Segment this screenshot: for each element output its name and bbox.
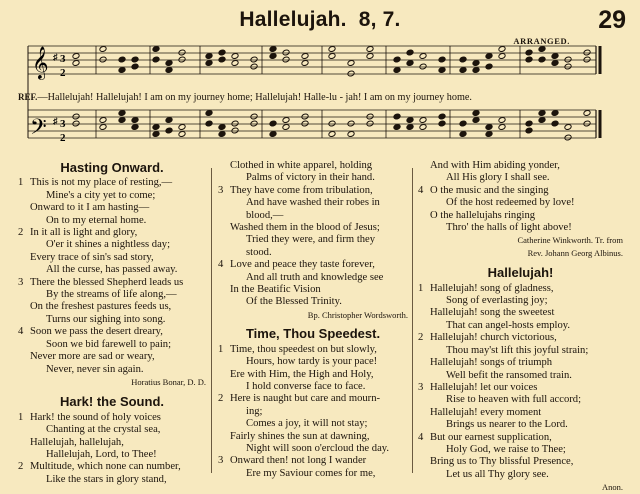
verse-number: 4: [418, 431, 424, 443]
verse-line: Soon we bid farewell to pain;: [46, 338, 172, 350]
note-head: [472, 67, 480, 74]
note-head: [282, 56, 290, 63]
verse-line: Let us all Thy glory see.: [446, 468, 549, 480]
note-head: [269, 53, 277, 60]
verse-line: Of the host redeemed by love!: [446, 197, 575, 209]
verse-line: Tried they were, and firm they: [246, 234, 376, 246]
note-head: [406, 124, 414, 131]
verse-number: 1: [418, 282, 424, 294]
verse-line: On the freshest pastures feeds us,: [30, 301, 172, 313]
note-head: [328, 131, 336, 138]
refrain-text: —Hallelujah! Hallelujah! I am on my journey home; Hallelujah! Halle-lu - jah! I am on my journey home.: [37, 92, 472, 103]
time-signature-top: 3: [60, 118, 66, 130]
note-head: [301, 60, 309, 67]
verse-line: Hallelujah, hallelujah,: [30, 436, 124, 448]
note-head: [525, 120, 533, 127]
music-score: [0, 0, 640, 160]
note-head: [538, 110, 546, 117]
note-head: [118, 56, 126, 63]
treble-clef-icon: 𝄞: [32, 46, 49, 79]
note-head: [152, 56, 160, 63]
note-head: [131, 124, 139, 131]
verse-line: 4 Soon we pass the desert dreary,: [18, 326, 163, 338]
note-head: [583, 110, 591, 117]
note-head: [438, 56, 446, 63]
note-head: [178, 49, 186, 56]
verse-line: Rise to heaven with full accord;: [446, 394, 582, 406]
note-head: [72, 113, 80, 120]
verse-line: O the hallelujahs ringing: [430, 209, 536, 221]
note-head: [551, 53, 559, 60]
note-head: [438, 120, 446, 127]
verse-line: Hours, how tardy is your pace!: [246, 356, 378, 368]
note-head: [459, 131, 467, 138]
note-head: [205, 120, 213, 127]
note-head: [301, 53, 309, 60]
note-head: [99, 46, 107, 53]
verse-line: 2 Multitude, which none can number,: [18, 461, 181, 473]
note-head: [485, 124, 493, 131]
note-head: [419, 117, 427, 124]
verse-line: 2 Here is naught but care and mourn-: [218, 393, 381, 405]
verse-number: 2: [218, 393, 224, 405]
bass-clef-icon: 𝄢: [30, 115, 47, 145]
note-head: [438, 67, 446, 74]
note-head: [485, 131, 493, 138]
note-head: [498, 124, 506, 131]
page-number: 29: [598, 6, 626, 34]
note-head: [538, 117, 546, 124]
note-head: [551, 110, 559, 117]
verse-line: Palms of victory in their hand.: [246, 172, 375, 184]
verse-line: Thou may'st lift this joyful strain;: [446, 344, 589, 356]
note-head: [118, 110, 126, 117]
note-head: [328, 120, 336, 127]
note-head: [250, 113, 258, 120]
note-head: [269, 46, 277, 53]
note-head: [250, 120, 258, 127]
verse-line: 3 Onward then! not long I wander: [218, 455, 367, 467]
note-head: [72, 60, 80, 67]
attribution: Bp. Christopher Wordsworth.: [307, 309, 408, 320]
verse-line: Comes a joy, it will not stay;: [246, 418, 368, 430]
note-head: [99, 124, 107, 131]
refrain-line: [18, 92, 624, 103]
verse-number: 2: [418, 332, 424, 344]
verse-line: And have washed their robes in: [246, 197, 380, 209]
note-head: [131, 63, 139, 70]
verse-line: Bring us to Thy blissful Presence,: [430, 456, 574, 468]
note-head: [99, 117, 107, 124]
note-head: [485, 53, 493, 60]
verse-line: Like the stars in glory stand,: [46, 473, 167, 485]
note-head: [472, 117, 480, 124]
verse-number: 1: [218, 343, 224, 355]
note-head: [99, 56, 107, 63]
note-head: [564, 124, 572, 131]
note-head: [393, 124, 401, 131]
note-head: [438, 113, 446, 120]
verse-number: 4: [18, 326, 24, 338]
note-head: [218, 56, 226, 63]
note-head: [347, 131, 355, 138]
verse-line: 3 Hallelujah! let our voices: [418, 381, 538, 393]
note-head: [218, 124, 226, 131]
attribution: Rev. Johann Georg Albinus.: [527, 247, 623, 258]
verse-line: Ere my Saviour comes for me,: [246, 467, 376, 479]
verse-line: All the curse, has passed away.: [46, 264, 178, 276]
note-head: [472, 110, 480, 117]
section-heading: Time, Thou Speedest.: [245, 326, 381, 342]
note-head: [282, 124, 290, 131]
note-head: [231, 120, 239, 127]
verse-line: All His glory I shall see.: [446, 172, 550, 184]
note-head: [564, 134, 572, 141]
verse-number: 3: [218, 455, 224, 467]
note-head: [551, 120, 559, 127]
note-head: [72, 53, 80, 60]
verse-number: 4: [218, 259, 224, 271]
column-2: [218, 160, 408, 480]
column-1: [18, 160, 206, 486]
verse-line: Brings us nearer to the Lord.: [446, 419, 568, 431]
verse-line: Ere with Him, the High and Holy,: [230, 368, 374, 380]
column-divider: [211, 168, 212, 473]
note-head: [231, 60, 239, 67]
verse-line: Turns our sighing into song.: [46, 313, 166, 325]
attribution: Horatius Bonar, D. D.: [131, 376, 206, 387]
time-signature-top: 3: [60, 53, 66, 65]
note-head: [269, 120, 277, 127]
verse-line: Hallelujah! every moment: [430, 406, 542, 418]
note-head: [218, 131, 226, 138]
hymn-meter: 8, 7.: [358, 8, 401, 31]
note-head: [459, 120, 467, 127]
note-head: [583, 49, 591, 56]
note-head: [393, 113, 401, 120]
verse-line: 3 They have come from tribulation,: [218, 184, 373, 196]
note-head: [366, 46, 374, 53]
bass-staff: [28, 110, 600, 138]
verse-number: 1: [18, 177, 24, 189]
refrain-label: REF.: [18, 92, 38, 102]
verse-line: On to my eternal home.: [46, 214, 147, 226]
note-head: [564, 63, 572, 70]
verse-line: And with Him abiding yonder,: [430, 160, 560, 171]
verse-line: blood,—: [246, 209, 284, 221]
verse-line: That can angel-hosts employ.: [446, 319, 571, 331]
note-head: [525, 56, 533, 63]
note-head: [250, 63, 258, 70]
note-head: [406, 49, 414, 56]
note-head: [250, 56, 258, 63]
note-head: [551, 60, 559, 67]
note-head: [218, 49, 226, 56]
verse-line: Washed them in the blood of Jesus;: [230, 222, 380, 234]
verse-line: Hallelujah! songs of triumph: [430, 357, 553, 369]
verse-line: ing;: [246, 405, 263, 417]
sharp-icon: ♯: [53, 52, 58, 62]
note-head: [419, 124, 427, 131]
verse-line: Chanting at the crystal sea,: [46, 424, 161, 436]
note-head: [459, 56, 467, 63]
verse-line: 1 Hallelujah! song of gladness,: [418, 282, 554, 294]
verse-number: 3: [418, 381, 424, 393]
note-head: [118, 67, 126, 74]
note-head: [347, 60, 355, 67]
verse-number: 2: [18, 461, 24, 473]
note-head: [205, 53, 213, 60]
note-head: [165, 60, 173, 67]
attribution: Catherine Winkworth. Tr. from: [517, 235, 623, 246]
note-head: [498, 46, 506, 53]
verse-line: Holy God, we raise to Thee;: [446, 443, 566, 455]
verse-line: 2 Hallelujah! church victorious,: [418, 332, 557, 344]
note-head: [131, 56, 139, 63]
note-head: [538, 46, 546, 53]
note-head: [472, 60, 480, 67]
verse-line: 1 This is not my place of resting,—: [18, 177, 173, 189]
verse-line: Hallelujah, Lord, to Thee!: [46, 448, 157, 460]
column-divider: [412, 168, 413, 473]
arranged-label: ARRANGED.: [513, 36, 570, 46]
note-head: [72, 120, 80, 127]
verse-line: 4 O the music and the singing: [418, 184, 549, 196]
note-head: [583, 120, 591, 127]
note-head: [525, 127, 533, 134]
verse-line: Thro' the halls of light above!: [446, 222, 572, 234]
note-head: [564, 56, 572, 63]
note-head: [406, 117, 414, 124]
verse-number: 4: [418, 184, 424, 196]
note-head: [419, 53, 427, 60]
note-head: [178, 56, 186, 63]
verse-number: 3: [218, 184, 224, 196]
note-head: [328, 46, 336, 53]
verse-line: Of the Blessed Trinity.: [246, 296, 342, 308]
sharp-icon: ♯: [53, 116, 58, 126]
verse-line: Fairly shines the sun at dawning,: [230, 430, 370, 442]
note-head: [205, 110, 213, 117]
note-head: [366, 113, 374, 120]
note-head: [301, 120, 309, 127]
note-head: [178, 131, 186, 138]
verse-line: 4 But our earnest supplication,: [418, 431, 552, 443]
note-head: [165, 127, 173, 134]
verse-line: Never more are sad or weary,: [30, 351, 155, 363]
note-head: [366, 120, 374, 127]
note-head: [347, 70, 355, 77]
note-head: [231, 127, 239, 134]
verse-line: 1 Hark! the sound of holy voices: [18, 411, 161, 423]
verse-line: 2 In it all is light and glory,: [18, 227, 138, 239]
note-head: [366, 53, 374, 60]
verse-line: Song of everlasting joy;: [446, 295, 548, 307]
verse-line: Clothed in white apparel, holding: [230, 160, 373, 171]
verse-line: Mine's a city yet to come;: [46, 189, 156, 201]
time-signature-bottom: 2: [60, 132, 66, 144]
attribution: Anon.: [601, 482, 623, 493]
verse-line: By the streams of life along,—: [46, 289, 177, 301]
verse-line: And all truth and knowledge see: [246, 271, 384, 283]
note-head: [498, 53, 506, 60]
section-heading: Hark! the Sound.: [59, 394, 164, 410]
note-head: [178, 124, 186, 131]
column-3: [418, 160, 623, 494]
note-head: [282, 117, 290, 124]
verse-line: Well befit the ransomed train.: [446, 369, 572, 381]
section-heading: Hasting Onward.: [60, 160, 164, 175]
verse-line: Never, never sin again.: [46, 363, 144, 375]
verse-line: O'er it shines a nightless day;: [46, 239, 171, 251]
verse-number: 1: [18, 411, 24, 423]
note-head: [328, 53, 336, 60]
time-signature-bottom: 2: [60, 67, 66, 79]
note-head: [525, 49, 533, 56]
verse-line: 3 There the blessed Shepherd leads us: [18, 276, 184, 288]
note-head: [393, 67, 401, 74]
note-head: [301, 113, 309, 120]
hymn-title: Hallelujah.: [239, 8, 347, 31]
note-head: [485, 63, 493, 70]
verse-number: 3: [18, 276, 24, 288]
note-head: [498, 117, 506, 124]
note-head: [152, 131, 160, 138]
verse-line: 4 Love and peace they taste forever,: [218, 259, 375, 271]
section-heading: Hallelujah!: [487, 265, 554, 281]
note-head: [152, 124, 160, 131]
note-head: [231, 53, 239, 60]
verse-line: Onward to it I am hasting—: [30, 202, 150, 214]
verse-line: stood.: [246, 246, 272, 258]
note-head: [131, 117, 139, 124]
verse-line: I hold converse face to face.: [246, 380, 366, 392]
note-head: [406, 60, 414, 67]
note-head: [165, 67, 173, 74]
note-head: [282, 49, 290, 56]
note-head: [347, 120, 355, 127]
verse-line: Night will soon o'ercloud the day.: [246, 442, 390, 454]
note-head: [118, 117, 126, 124]
note-head: [393, 56, 401, 63]
note-head: [165, 117, 173, 124]
note-head: [269, 131, 277, 138]
note-head: [538, 56, 546, 63]
verse-line: In the Beatific Vision: [230, 284, 321, 296]
verse-line: Every trace of sin's sad story,: [30, 251, 154, 263]
note-head: [583, 56, 591, 63]
note-head: [152, 46, 160, 53]
verse-line: 1 Time, thou speedest on but slowly,: [218, 343, 377, 355]
verse-line: Hallelujah! song the sweetest: [430, 307, 555, 319]
verse-number: 2: [18, 227, 24, 239]
note-head: [419, 63, 427, 70]
note-head: [459, 67, 467, 74]
note-head: [205, 60, 213, 67]
